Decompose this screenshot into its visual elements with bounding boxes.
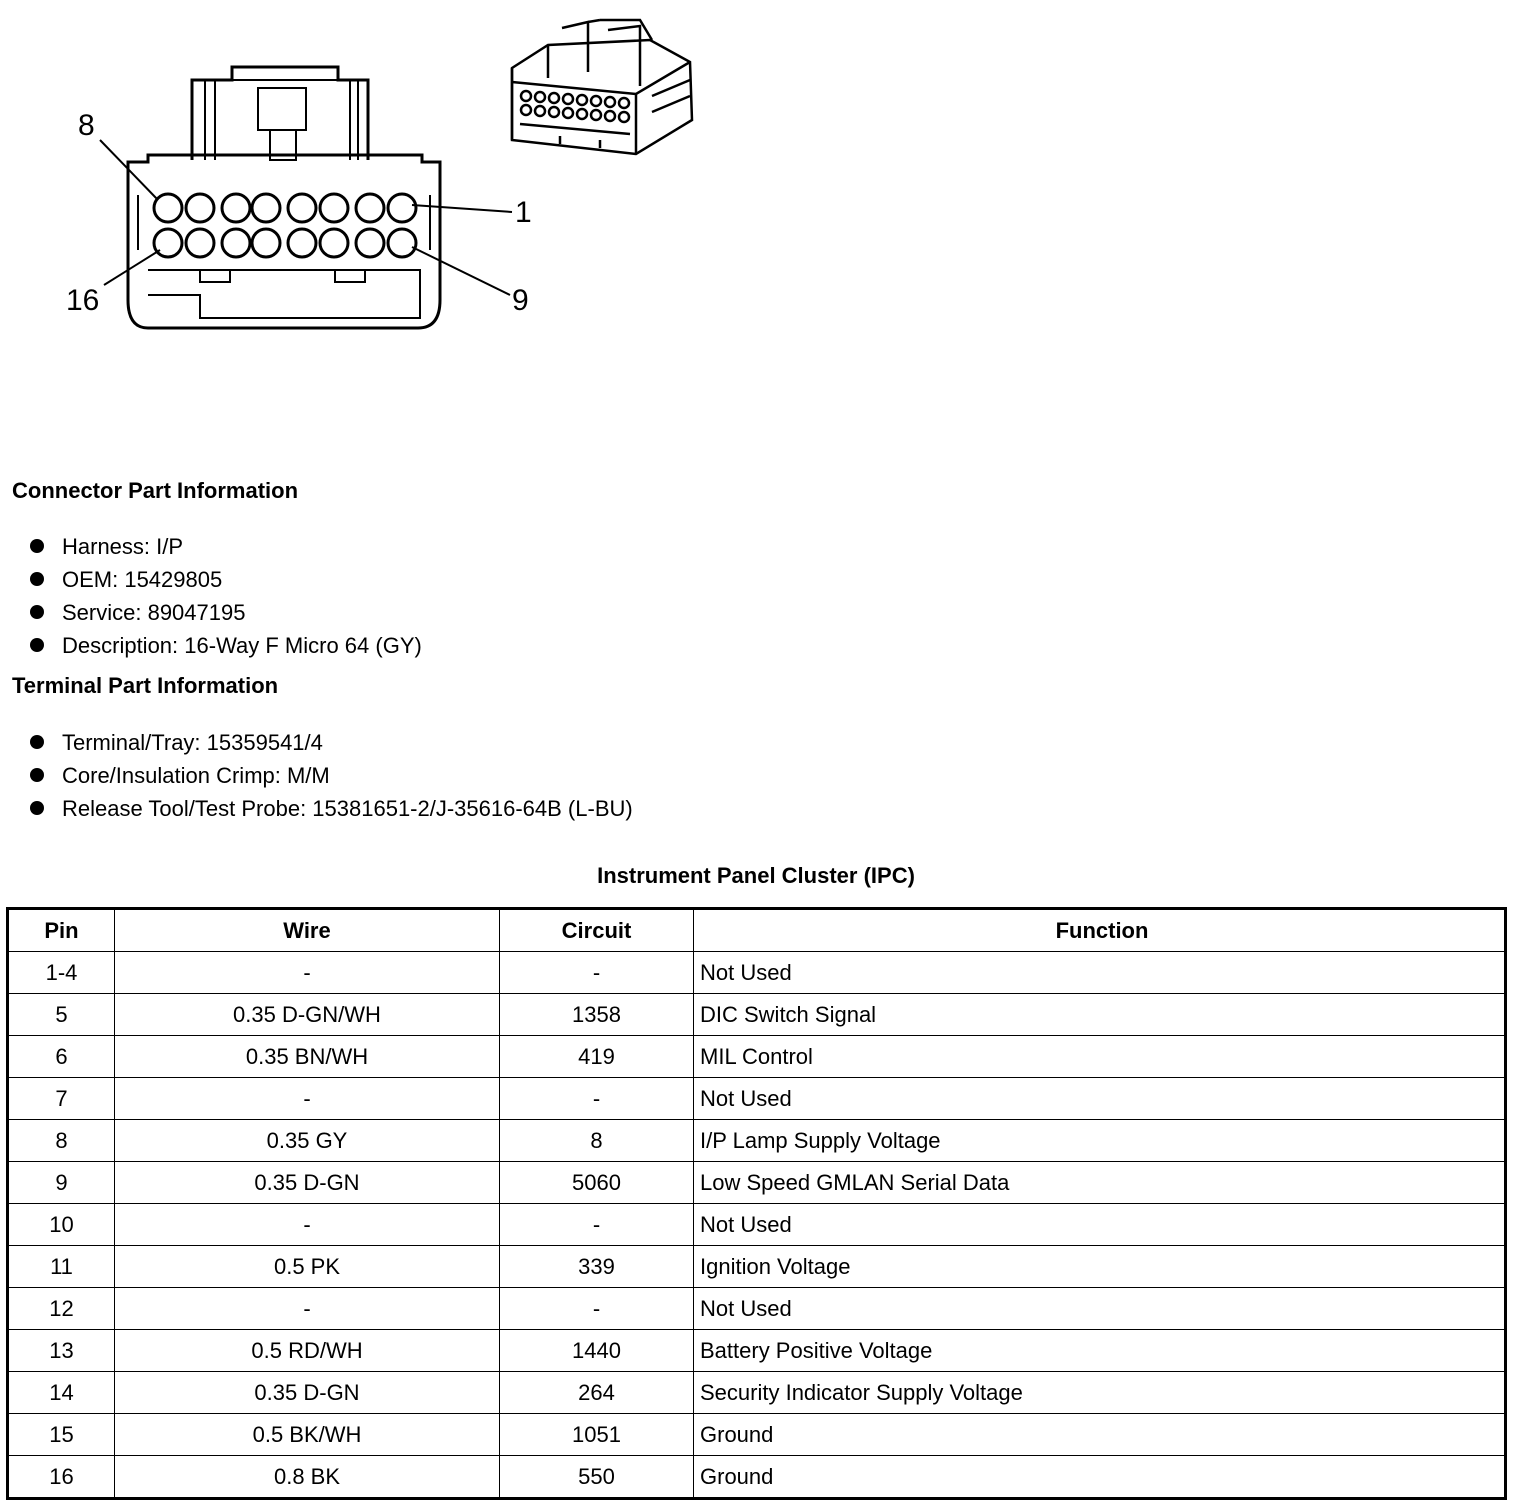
table-row — [8, 1120, 1506, 1162]
cell-circuit: 419 — [500, 1036, 694, 1078]
cell-pin: 1-4 — [8, 952, 115, 994]
cell-circuit: 1358 — [500, 994, 694, 1036]
table-row — [8, 1204, 1506, 1246]
cell-circuit: - — [500, 952, 694, 994]
pinout-table — [6, 907, 1507, 1500]
cell-wire: - — [115, 1288, 500, 1330]
cell-wire: - — [115, 1204, 500, 1246]
terminal-info-list — [30, 726, 633, 825]
cell-wire: - — [115, 1078, 500, 1120]
header-function: Function — [694, 909, 1506, 952]
cell-function: Ground — [694, 1414, 1506, 1456]
header-pin: Pin — [8, 909, 115, 952]
cell-wire: 0.35 BN/WH — [115, 1036, 500, 1078]
cell-circuit: - — [500, 1288, 694, 1330]
cell-function: Low Speed GMLAN Serial Data — [694, 1162, 1506, 1204]
table-row — [8, 994, 1506, 1036]
header-wire: Wire — [115, 909, 500, 952]
pin-label-16: 16 — [66, 284, 100, 317]
cell-wire: 0.35 D-GN — [115, 1372, 500, 1414]
cell-wire: 0.35 GY — [115, 1120, 500, 1162]
cell-wire: 0.5 RD/WH — [115, 1330, 500, 1372]
table-title: Instrument Panel Cluster (IPC) — [597, 863, 915, 888]
table-row — [8, 1162, 1506, 1204]
cell-pin: 9 — [8, 1162, 115, 1204]
list-item: Terminal/Tray: 15359541/4 — [30, 726, 633, 759]
cell-circuit: 339 — [500, 1246, 694, 1288]
cell-wire: 0.5 PK — [115, 1246, 500, 1288]
cell-function: Battery Positive Voltage — [694, 1330, 1506, 1372]
cell-wire: 0.35 D-GN — [115, 1162, 500, 1204]
cell-function: Not Used — [694, 952, 1506, 994]
table-row — [8, 1372, 1506, 1414]
cell-function: Ignition Voltage — [694, 1246, 1506, 1288]
table-row — [8, 1036, 1506, 1078]
table-row — [8, 1330, 1506, 1372]
connector-info-list — [30, 530, 422, 662]
table-row — [8, 1414, 1506, 1456]
pin-label-9: 9 — [512, 284, 529, 317]
cell-pin: 6 — [8, 1036, 115, 1078]
terminal-info-title: Terminal Part Information — [12, 673, 279, 698]
cell-circuit: 550 — [500, 1456, 694, 1499]
cell-function: Not Used — [694, 1288, 1506, 1330]
cell-circuit: 5060 — [500, 1162, 694, 1204]
cell-pin: 14 — [8, 1372, 115, 1414]
connector-isometric-view — [512, 20, 692, 154]
cell-function: Ground — [694, 1456, 1506, 1499]
pin-cavities — [154, 194, 416, 257]
table-header-row — [8, 909, 1506, 952]
list-item: Harness: I/P — [30, 530, 422, 563]
cell-function: Security Indicator Supply Voltage — [694, 1372, 1506, 1414]
connector-diagram — [0, 0, 760, 360]
leader-lines — [100, 140, 512, 295]
cell-wire: 0.35 D-GN/WH — [115, 994, 500, 1036]
cell-function: DIC Switch Signal — [694, 994, 1506, 1036]
cell-pin: 8 — [8, 1120, 115, 1162]
cell-function: Not Used — [694, 1078, 1506, 1120]
connector-info-title: Connector Part Information — [12, 478, 299, 503]
cell-circuit: - — [500, 1204, 694, 1246]
pin-label-8: 8 — [78, 109, 95, 142]
cell-pin: 12 — [8, 1288, 115, 1330]
cell-function: Not Used — [694, 1204, 1506, 1246]
cell-wire: 0.5 BK/WH — [115, 1414, 500, 1456]
table-row — [8, 1288, 1506, 1330]
cell-pin: 7 — [8, 1078, 115, 1120]
list-item: Release Tool/Test Probe: 15381651-2/J-35616-64B (L-BU) — [30, 792, 633, 825]
table-row — [8, 952, 1506, 994]
cell-wire: 0.8 BK — [115, 1456, 500, 1499]
list-item: Service: 89047195 — [30, 596, 422, 629]
cell-pin: 16 — [8, 1456, 115, 1499]
cell-circuit: 8 — [500, 1120, 694, 1162]
cell-pin: 15 — [8, 1414, 115, 1456]
header-circuit: Circuit — [500, 909, 694, 952]
list-item: OEM: 15429805 — [30, 563, 422, 596]
cell-circuit: 1440 — [500, 1330, 694, 1372]
cell-circuit: - — [500, 1078, 694, 1120]
cell-circuit: 1051 — [500, 1414, 694, 1456]
list-item: Core/Insulation Crimp: M/M — [30, 759, 633, 792]
cell-pin: 11 — [8, 1246, 115, 1288]
cell-circuit: 264 — [500, 1372, 694, 1414]
pin-label-1: 1 — [515, 196, 532, 229]
table-row — [8, 1456, 1506, 1499]
cell-function: MIL Control — [694, 1036, 1506, 1078]
cell-pin: 5 — [8, 994, 115, 1036]
list-item: Description: 16-Way F Micro 64 (GY) — [30, 629, 422, 662]
table-row — [8, 1078, 1506, 1120]
cell-function: I/P Lamp Supply Voltage — [694, 1120, 1506, 1162]
cell-pin: 13 — [8, 1330, 115, 1372]
cell-wire: - — [115, 952, 500, 994]
table-row — [8, 1246, 1506, 1288]
cell-pin: 10 — [8, 1204, 115, 1246]
